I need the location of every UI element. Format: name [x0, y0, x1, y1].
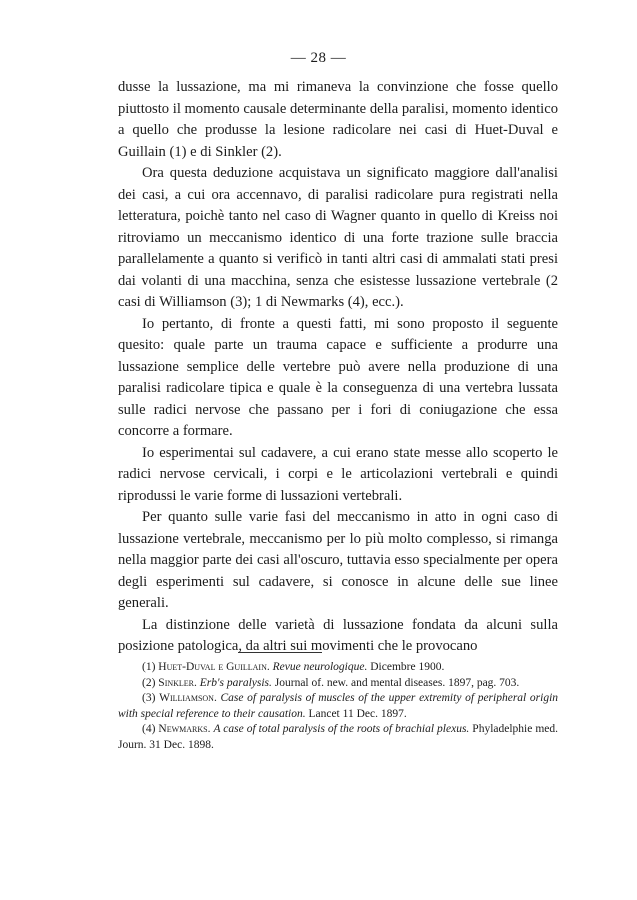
footnote: [118, 676, 558, 692]
footnote-author: Newmarks.: [158, 723, 211, 736]
footnote-number: (1): [142, 661, 156, 673]
footnote-author: Sinkler.: [158, 676, 197, 689]
footnote-reference: Phyladelphie med. Journ. 31 Dec. 1898.: [118, 723, 559, 751]
footnote: [118, 722, 558, 753]
paragraph: Io esperimentai sul cadavere, a cui erano state messe allo scoperto le radici nervose cervicali, i corpi e le articolazioni vertebrali e quindi riprodussi le varie forme di lussazioni vertebrali.: [118, 444, 558, 504]
footnote-number: (2): [142, 676, 156, 689]
footnote: [118, 660, 558, 676]
footnote-author: Huet-Duval e Guillain.: [158, 661, 270, 673]
paragraph: dusse la lussazione, ma mi rimaneva la convinzione che fosse quello piuttosto il momento causale determinante della paralisi, momento identico a quello che produsse la lesione radicolare nei casi di Huet-Duval e Guillain (1) e di Sinkler (2).: [118, 79, 558, 160]
paragraph: Ora questa deduzione acquistava un significato maggiore dall'analisi dei casi, a cui ora accennavo, di paralisi radicolare pura registrati nella letteratura, poichè tanto nel caso di Wagner quanto in quello di Kreiss noi ritroviamo un meccanismo identico di una forte trazione sulle braccia parallelamente a quanto si verificò in tanti altri casi di ammalati stati presi dai volanti di una macchina, senza che esistesse lussazione vertebrale (2 casi di Williamson (3); 1 di Newmarks (4), ecc.).: [118, 165, 558, 310]
footnote-number: (4): [142, 723, 156, 736]
paragraph: La distinzione delle varietà di lussazione fondata da alcuni sulla posizione patologica, da altri sui movimenti che le provocano: [118, 616, 558, 654]
footnotes: [118, 660, 558, 754]
footnote-title: A case of total paralysis of the roots of brachial plexus.: [213, 723, 470, 736]
footnote-author: Williamson.: [159, 692, 217, 705]
footnote-title: Revue neurologique.: [272, 661, 368, 673]
footnote: [118, 691, 558, 722]
paragraph: Per quanto sulle varie fasi del meccanismo in atto in ogni caso di lussazione vertebrale, meccanismo per lo più molto complesso, si rimanga nella maggior parte dei casi all'oscuro, tuttavia esso specialmente per opera degli esperimenti sul cadavere, si conosce in alcune delle sue linee generali.: [118, 509, 558, 611]
body-text: [118, 77, 558, 658]
footnote-reference: Dicembre 1900.: [370, 661, 445, 673]
footnote-divider: [238, 652, 322, 653]
footnote-reference: Lancet 11 Dec. 1897.: [308, 707, 407, 720]
paragraph: Io pertanto, di fronte a questi fatti, mi sono proposto il seguente quesito: quale parte un trauma capace e sufficiente a produrre una lussazione semplice delle vertebre può avere nella produzione di una paralisi radicolare tipica e quale è la conseguenza di una vertebra lussata sulle radici nervose che passano per i fori di coniugazione che essa concorre a formare.: [118, 315, 558, 439]
page-number: — 28 —: [290, 50, 347, 66]
footnote-reference: Journal of. new. and mental diseases. 1897, pag. 703.: [274, 676, 520, 689]
footnote-number: (3): [142, 692, 156, 705]
footnote-title: Case of paralysis of muscles of the upper extremity of peripheral origin with special reference to their causation.: [118, 692, 559, 720]
footnote-title: Erb's paralysis.: [199, 676, 272, 689]
